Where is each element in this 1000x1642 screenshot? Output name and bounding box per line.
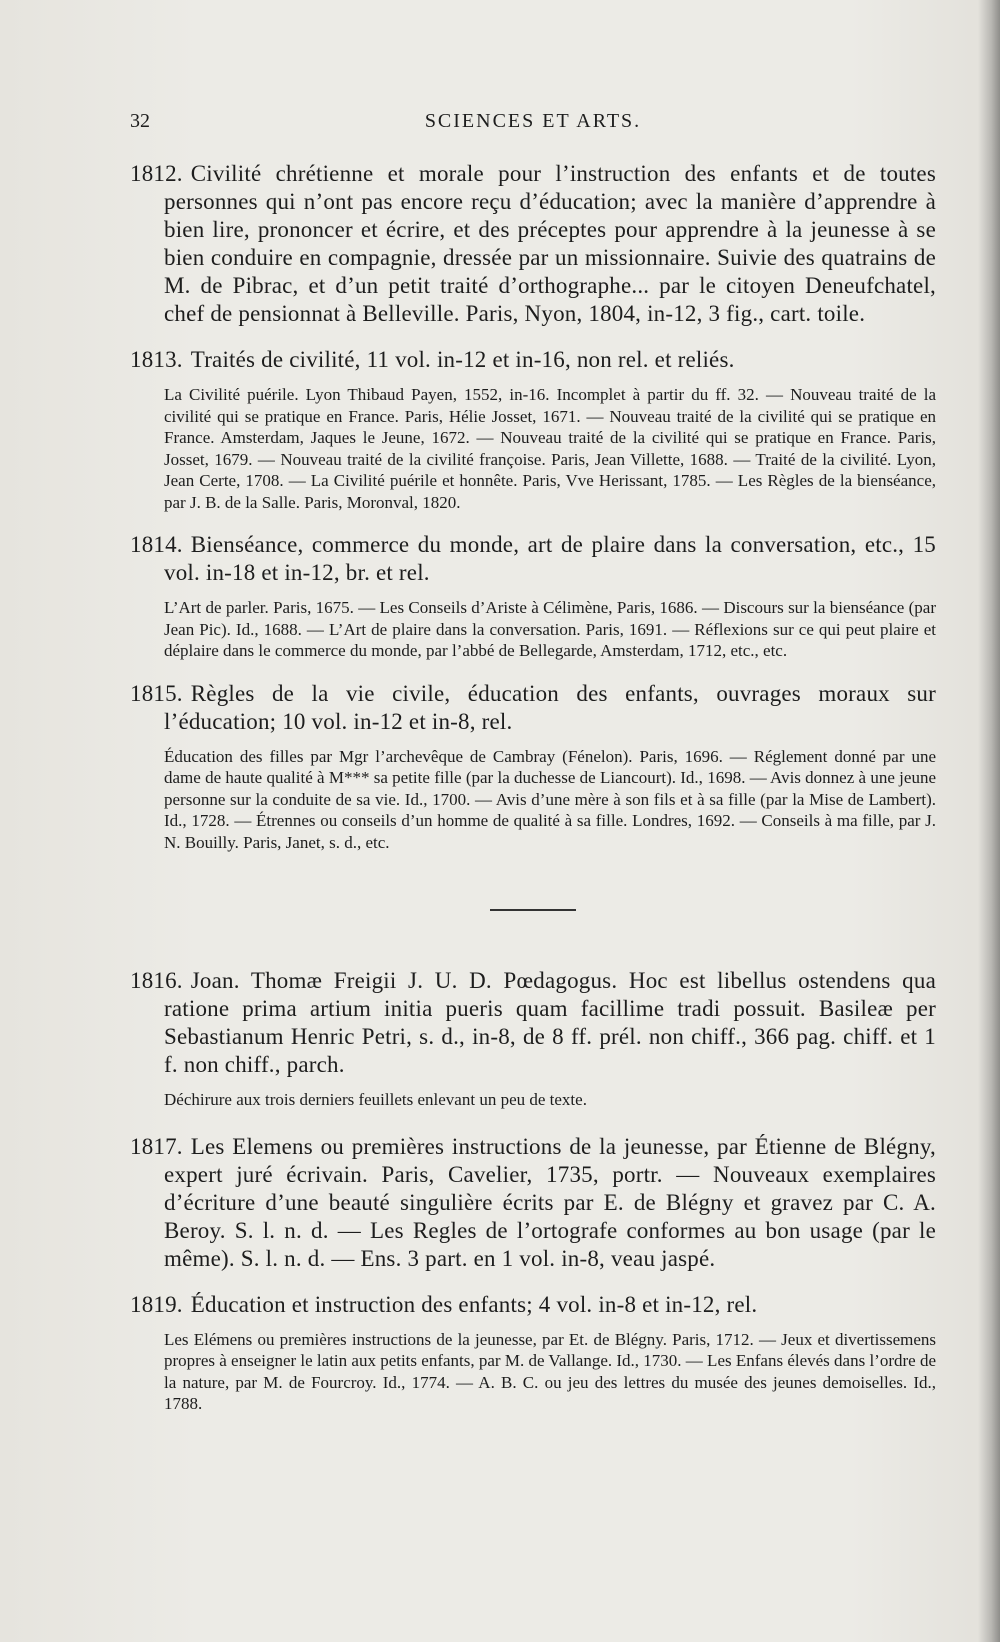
entry-number: 1816. (130, 968, 183, 993)
page-content (130, 160, 936, 1415)
catalog-entry-1815 (130, 680, 936, 854)
entry-title (130, 346, 936, 374)
catalog-entry-1814 (130, 531, 936, 662)
catalog-entry-1819 (130, 1291, 936, 1415)
catalog-entry-1816 (130, 967, 936, 1111)
entry-text: Règles de la vie civile, éducation des enfants, ouvrages moraux sur l’éducation; 10 vol. in-12 et in-8, rel. (164, 680, 936, 734)
entry-number: 1819. (130, 1291, 183, 1317)
running-title: SCIENCES ET ARTS. (424, 110, 642, 132)
entry-text: Les Elemens ou premières instructions de la jeunesse, par Étienne de Blégny, expert juré écrivain. Paris, Cavelier, 1735, portr. — Nouveaux exemplaires d’écriture d’une beauté singulière écrits par E. de Blégny et gravez par C. A. Beroy. S. l. n. d. — Les Regles de l’ortografe conformes au bon usage (par le même). S. l. n. d. — Ens. 3 part. en 1 vol. in-8, veau jaspé. (164, 1133, 936, 1271)
entry-text: Civilité chrétienne et morale pour l’instruction des enfants et de toutes personnes qui n’ont pas encore reçu d’éducation; avec la manière d’apprendre à bien lire, prononcer et écrire, et des préceptes pour apprendre à la jeunesse à se bien conduire en compagnie, dressée par un missionnaire. Suivie des quatrains de M. de Pibrac, et d’un petit traité d’orthographe... par le citoyen Deneufchatel, chef de pensionnat à Belleville. Paris, Nyon, 1804, in-12, 3 fig., cart. toile. (164, 161, 936, 326)
entry-number: 1813. (130, 347, 183, 372)
entry-title (130, 967, 936, 1079)
entry-note: Déchirure aux trois derniers feuillets enlevant un peu de texte. (164, 1090, 587, 1109)
entry-text: Bienséance, commerce du monde, art de plaire dans la conversation, etc., 15 vol. in-18 et in-12, br. et rel. (164, 532, 936, 585)
catalog-entry-1813 (130, 346, 936, 513)
page-edge-shadow (978, 0, 1000, 1642)
entry-note: La Civilité puérile. Lyon Thibaud Payen, 1552, in-16. Incomplet à partir du ff. 32. — Nouveau traité de la civilité qui se pratique en France. Paris, Hélie Josset, 1671. — Nouveau traité de la civilité qui se pratique en France. Amsterdam, Jaques le Jeune, 1672. — Nouveau traité de la civilité qui se pratique en France. Paris, Josset, 1679. — Nouveau traité de la civilité françoise. Paris, Jean Villette, 1688. — Traité de la civilité. Lyon, Jean Certe, 1708. — La Civilité puérile et honnête. Paris, Vve Herissant, 1785. — Les Règles de la bienséance, par J. B. de la Salle. Paris, Moronval, 1820. (164, 385, 936, 512)
entry-title (130, 160, 936, 328)
entry-title (130, 680, 936, 736)
entry-note: L’Art de parler. Paris, 1675. — Les Conseils d’Ariste à Célimène, Paris, 1686. — Discours sur la bienséance (par Jean Pic). Id., 1688. — L’Art de plaire dans la conversation. Paris, 1691. — Réflexions sur ce qui peut plaire et déplaire dans le commerce du monde, par l’abbé de Bellegarde, Amsterdam, 1712, etc., etc. (164, 598, 936, 660)
catalog-entry-1817 (130, 1133, 936, 1273)
entry-text: Éducation et instruction des enfants; 4 vol. in-8 et in-12, rel. (190, 1291, 758, 1317)
entry-title (130, 531, 936, 587)
entry-number: 1812. (130, 161, 183, 186)
page-header (130, 110, 936, 140)
entry-title (130, 1291, 936, 1319)
catalog-entry-1812 (130, 160, 936, 328)
entry-note: Les Elémens ou premières instructions de la jeunesse, par Et. de Blégny. Paris, 1712. — Jeux et divertissemens propres à enseigner le latin aux petits enfants, par M. de Vallange. Id., 1730. — Les Enfans élevés dans l’ordre de la nature, par M. de Fourcroy. Id., 1774. — A. B. C. ou jeu des lettres du musée des jeunes demoiselles. Id., 1788. (164, 1329, 936, 1413)
entry-number: 1817. (130, 1133, 183, 1159)
section-divider (490, 909, 576, 911)
entry-text: Joan. Thomæ Freigii J. U. D. Pœdagogus. Hoc est libellus ostendens qua ratione prima artium initia pueris quam facillime tradi possuit. Basileæ per Sebastianum Henric Petri, s. d., in-8, de 8 ff. prél. non chiff., 366 pag. chiff. et 1 f. non chiff., parch. (164, 968, 936, 1077)
entry-number: 1814. (130, 532, 183, 557)
entry-title (130, 1133, 936, 1273)
entry-note: Éducation des filles par Mgr l’archevêque de Cambray (Fénelon). Paris, 1696. — Réglement donné par une dame de haute qualité à M*** sa petite fille (par la duchesse de Liancourt). Id., 1698. — Avis donnez à une jeune personne sur la conduite de sa vie. Id., 1700. — Avis d’une mère à son fils et à sa fille (par la Mise de Lambert). Id., 1728. — Étrennes ou conseils d’un homme de qualité à sa fille. Londres, 1692. — Conseils à ma fille, par J. N. Bouilly. Paris, Janet, s. d., etc. (164, 746, 936, 852)
entry-text: Traités de civilité, 11 vol. in-12 et in-16, non rel. et reliés. (190, 347, 735, 372)
entry-number: 1815. (130, 680, 183, 706)
page-number: 32 (130, 110, 150, 132)
